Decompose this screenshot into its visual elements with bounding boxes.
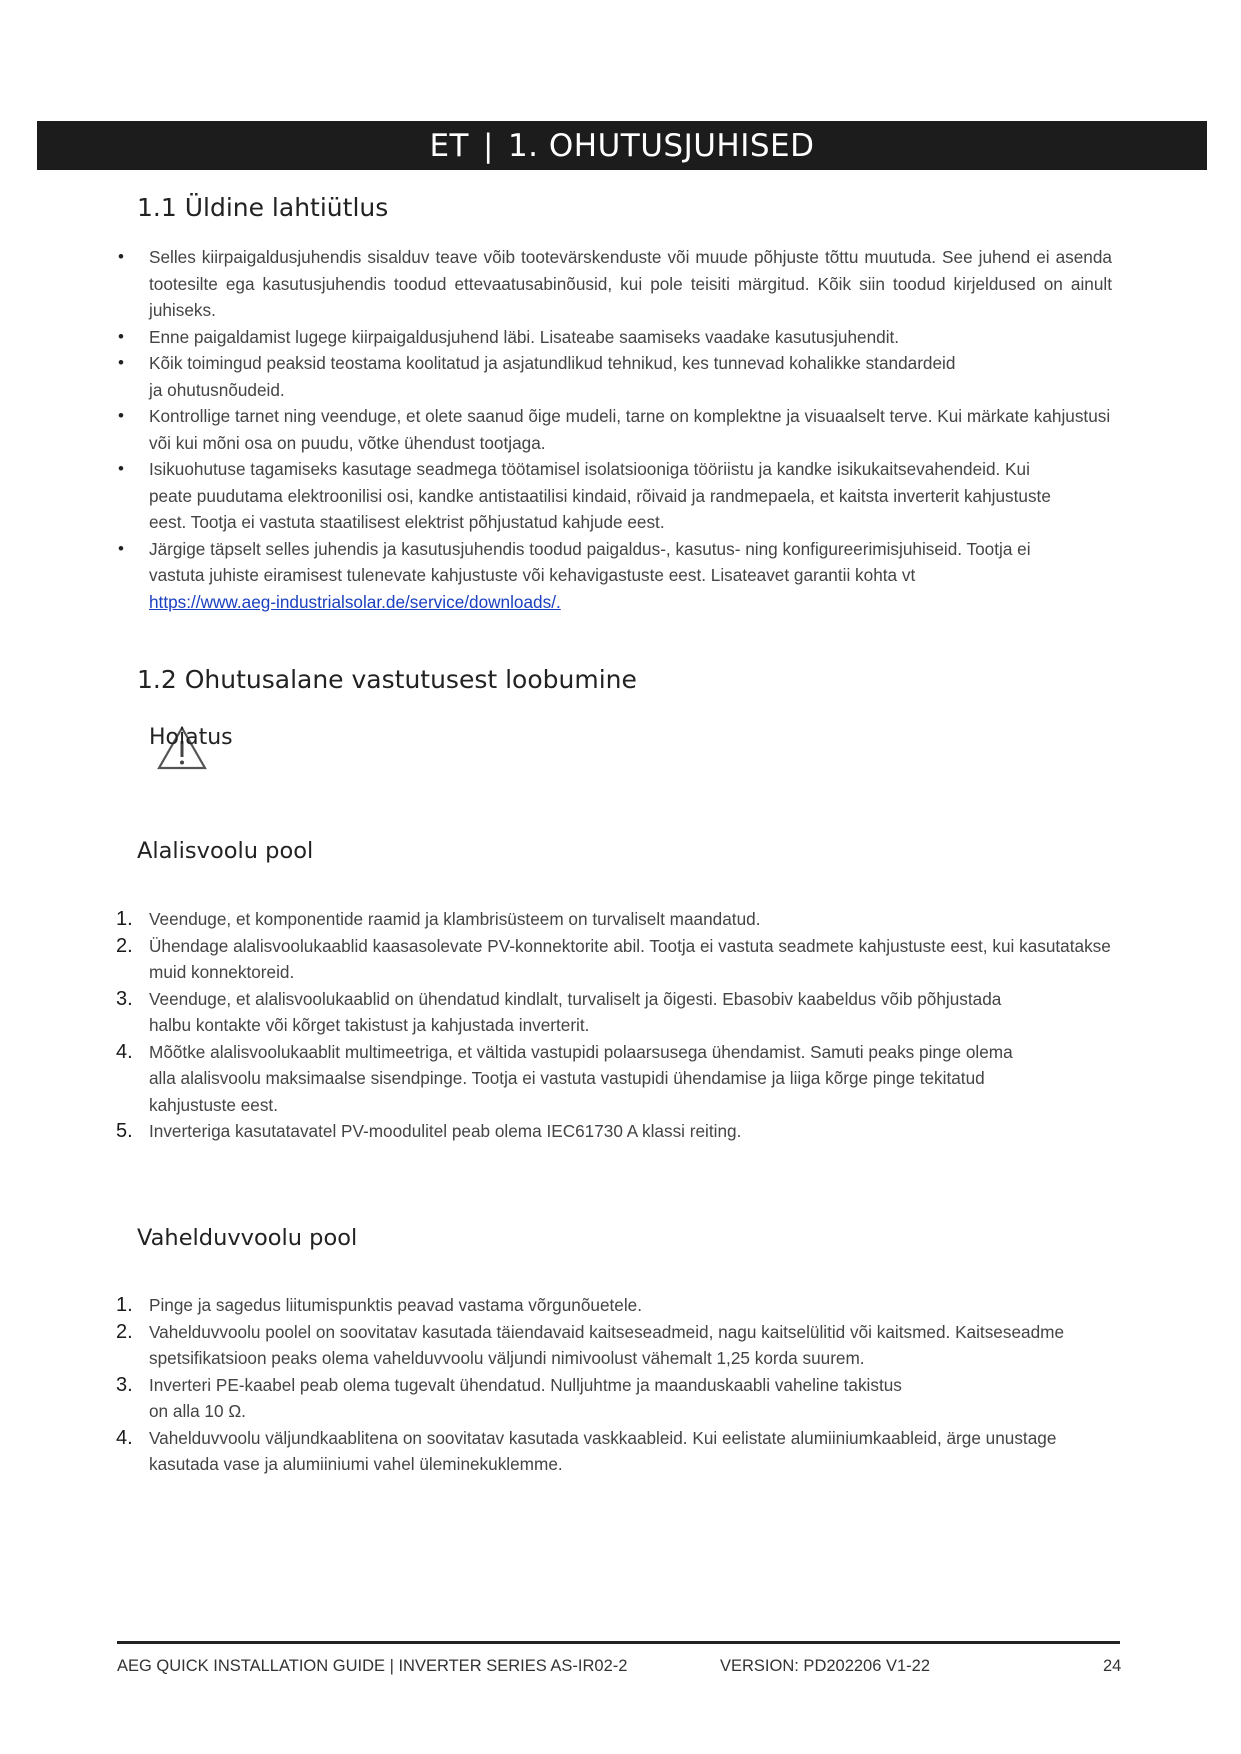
list-item — [118, 1425, 1118, 1478]
list-item — [118, 1118, 1118, 1145]
footer-divider — [117, 1641, 1120, 1644]
list-item-text: Inverteri PE-kaabel peab olema tugevalt ühendatud. Nulljuhtme ja maanduskaabli vaheline takistus on alla 10 Ω. — [149, 1374, 902, 1421]
list-item — [118, 403, 1118, 456]
list-item-text: Vahelduvvoolu poolel on soovitatav kasutada täiendavaid kaitseseadmeid, nagu kaitselülitid või kaitsmed. Kaitseseadme spetsifikatsioon peaks olema vahelduvvoolu väljundi nimivoolust vähemalt 1,25 korda suurem. — [149, 1321, 1064, 1368]
list-item-text: Isikuohutuse tagamiseks kasutage seadmega töötamisel isolatsiooniga tööriistu ja kandke isikukaitsevahendeid. Kui peate puudutama elektroonilisi osi, kandke antistaatilisi kindaid, rõivaid ja randmepaela, et kaitsta inverterit kahjustuste eest. Tootja ei vastuta staatilisest elektrist põhjustatud kahjude eest. — [149, 459, 1051, 532]
list-item-text: Ühendage alalisvoolukaablid kaasasolevate PV-konnektorite abil. Tootja ei vastuta seadmete kahjustuste eest, kui kasutatakse muid konnektoreid. — [149, 935, 1111, 982]
list-number: 2. — [116, 1320, 133, 1343]
list-item-text: Pinge ja sagedus liitumispunktis peavad vastama võrgunõuetele. — [149, 1295, 643, 1315]
list-number: 3. — [116, 1373, 133, 1396]
list-item — [118, 933, 1118, 986]
list-item — [118, 1292, 1118, 1319]
disclaimer-list — [118, 244, 1118, 615]
banner-title: 1. OHUTUSJUHISED — [507, 128, 815, 164]
list-item-text: Kõik toimingud peaksid teostama koolitatud ja asjatundlikud tehnikud, kes tunnevad kohalikke standardeid ja ohutusnõudeid. — [149, 353, 956, 400]
list-item — [118, 986, 1118, 1039]
list-item — [118, 536, 1118, 616]
list-item — [118, 350, 1118, 403]
list-item — [118, 456, 1118, 536]
bullet-marker: • — [118, 538, 124, 558]
list-item — [118, 1372, 1118, 1425]
list-item-text: Mõõtke alalisvoolukaablit multimeetriga, et vältida vastupidi polaarsusega ühendamist. Samuti peaks pinge olema alla alalisvoolu maksimaalse sisendpinge. Tootja ei vastuta vastupidi ühendamise ja liiga kõrge pinge tekitatud kahjustuste eest. — [149, 1041, 1013, 1115]
list-number: 1. — [116, 1294, 133, 1316]
list-number: 2. — [116, 934, 133, 957]
list-number: 4. — [116, 1426, 133, 1449]
list-item-text: Inverteriga kasutatavatel PV-moodulitel peab olema IEC61730 A klassi reiting. — [149, 1121, 742, 1141]
heading-general-disclaimer: 1.1 Üldine lahtiütlus — [137, 193, 389, 222]
bullet-marker: • — [118, 406, 124, 425]
footer-guide-title: AEG QUICK INSTALLATION GUIDE | INVERTER SERIES AS-IR02-2 — [117, 1657, 628, 1675]
list-item-text: Kontrollige tarnet ning veenduge, et olete saanud õige mudeli, tarne on komplektne ja visuaalselt terve. Kui märkate kahjustusi või kui mõni osa on puudu, võtke ühendust tootjaga. — [149, 406, 1111, 453]
list-item — [118, 244, 1118, 324]
list-item-text: Vahelduvvoolu väljundkaablitena on soovitatav kasutada vaskkaableid. Kui eelistate alumiiniumkaableid, ärge unustage kasutada vase ja alumiiniumi vahel üleminekuklemme. — [149, 1427, 1057, 1474]
downloads-link[interactable]: https://www.aeg-industrialsolar.de/service/downloads/. — [149, 591, 561, 612]
warning-label: Hoiatus — [149, 725, 233, 750]
list-item — [118, 1039, 1118, 1119]
list-item-text: Enne paigaldamist lugege kiirpaigaldusjuhend läbi. Lisateabe saamiseks vaadake kasutusjuhendit. — [149, 326, 900, 347]
list-number: 1. — [116, 908, 133, 930]
heading-safety-disclaimer: 1.2 Ohutusalane vastutusest loobumine — [137, 665, 637, 694]
language-code: ET — [429, 128, 469, 164]
bullet-marker: • — [118, 353, 124, 372]
heading-ac-side: Vahelduvvoolu pool — [137, 1225, 358, 1251]
ac-instructions-list — [118, 1292, 1118, 1478]
bullet-marker: • — [118, 247, 124, 266]
list-number: 4. — [116, 1040, 133, 1063]
list-item — [118, 1319, 1118, 1372]
list-item-text: Veenduge, et komponentide raamid ja klambrisüsteem on turvaliselt maandatud. — [149, 909, 761, 929]
list-item — [118, 324, 1118, 351]
heading-dc-side: Alalisvoolu pool — [137, 838, 314, 864]
list-number: 5. — [116, 1120, 133, 1142]
section-banner — [37, 121, 1207, 170]
bullet-marker: • — [118, 326, 124, 346]
list-item-text: Veenduge, et alalisvoolukaablid on ühendatud kindlalt, turvaliselt ja õigesti. Ebasobiv kaabeldus võib põhjustada halbu kontakte või kõrget takistust ja kahjustada inverterit. — [149, 988, 1002, 1035]
footer-version: VERSION: PD202206 V1-22 — [720, 1657, 931, 1675]
list-item-text — [146, 536, 1118, 616]
page-number: 24 — [1103, 1657, 1122, 1675]
banner-separator: | — [483, 128, 494, 164]
warning-notice — [149, 725, 309, 785]
list-item — [118, 906, 1118, 933]
bullet-marker: • — [118, 459, 124, 478]
warranty-text: Järgige täpselt selles juhendis ja kasutusjuhendis toodud paigaldus-, kasutus- ning konfigureerimisjuhiseid. Tootja ei vastuta juhiste eiramisest tulenevate kahjustuste või kehavigastuste eest. Lisateavet garantii kohta vt — [149, 538, 1031, 585]
dc-instructions-list — [118, 906, 1118, 1145]
list-item-text: Selles kiirpaigaldusjuhendis sisalduv teave võib tootevärskenduste või muude põhjuste tõttu muutuda. See juhend ei asenda tootesilte ega kasutusjuhendis toodud ettevaatusabinõusid, kui pole teisiti märgitud. Kõik siin toodud kirjeldused on ainult juhiseks. — [149, 247, 1112, 320]
list-number: 3. — [116, 987, 133, 1010]
